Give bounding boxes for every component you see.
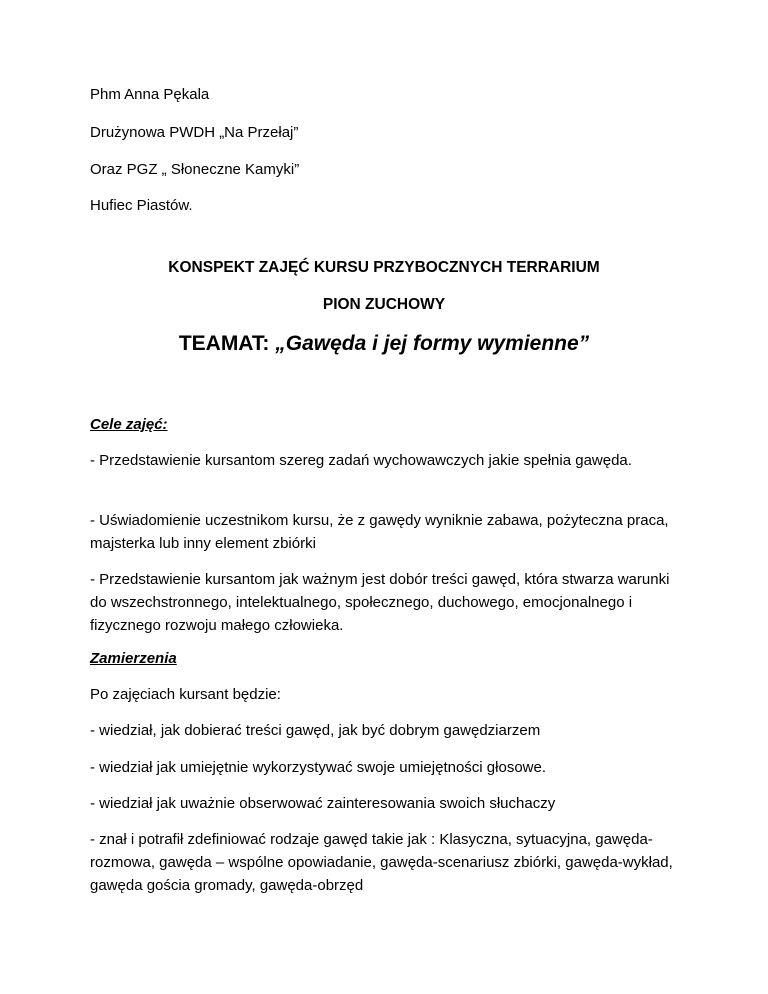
author-role-2: Oraz PGZ „ Słoneczne Kamyki”	[90, 161, 300, 178]
goals-heading: Cele zajęć:	[90, 416, 168, 433]
document-subject	[0, 331, 768, 357]
intention-item: - wiedział jak uważnie obserwować zainteresowania swoich słuchaczy	[90, 795, 556, 812]
author-name: Phm Anna Pękala	[90, 86, 210, 103]
goal-item: - Przedstawienie kursantom jak ważnym jest dobór treści gawęd, która stwarza warunki do wszechstronnego, intelektualnego, społecznego, duchowego, emocjonalnego i fizycznego rozwoju małego człowieka.	[90, 571, 670, 634]
document-subtitle: PION ZUCHOWY	[322, 296, 446, 313]
intentions-heading: Zamierzenia	[90, 650, 177, 667]
author-unit: Hufiec Piastów.	[90, 197, 193, 214]
intention-item: - znał i potrafił zdefiniować rodzaje gawęd takie jak : Klasyczna, sytuacyjna, gawęda-rozmowa, gawęda – wspólne opowiadanie, gawęda-scenariusz zbiórki, gawęda-wykład, gawęda gościa gromady, gawęda-obrzęd	[90, 831, 673, 894]
subject-label: TEAMAT:	[178, 332, 276, 355]
goal-item: - Przedstawienie kursantom szereg zadań wychowawczych jakie spełnia gawęda.	[90, 452, 632, 469]
intention-item: - wiedział, jak dobierać treści gawęd, jak być dobrym gawędziarzem	[90, 722, 541, 739]
goal-item: - Uświadomienie uczestnikom kursu, że z gawędy wyniknie zabawa, pożyteczna praca, majsterka lub inny element zbiórki	[90, 512, 669, 552]
author-role: Drużynowa PWDH „Na Przełaj”	[90, 124, 299, 141]
subject-value: „Gawęda i jej formy wymienne”	[275, 332, 590, 355]
intention-item: - wiedział jak umiejętnie wykorzystywać swoje umiejętności głosowe.	[90, 759, 547, 776]
intentions-intro: Po zajęciach kursant będzie:	[90, 686, 281, 703]
document-title: KONSPEKT ZAJĘĆ KURSU PRZYBOCZNYCH TERRARIUM	[168, 259, 600, 276]
